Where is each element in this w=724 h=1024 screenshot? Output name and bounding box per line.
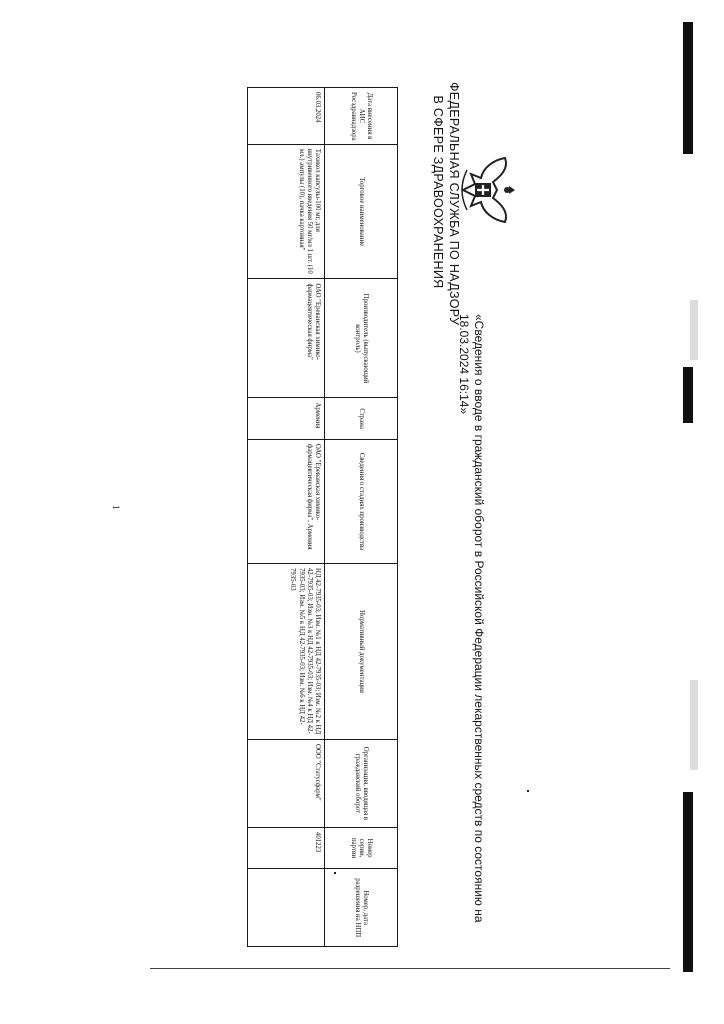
table-cell-regulatory-docs: НД 42-7935-03; Изм. №1 к НД 42-7935-03; Изм. №2 к НД 42-7935-03; Изм. №3 к НД 42-7935-03; Изм. №4 к НД 42-7935-03; Изм. №5 к НД 42-7935-03; Изм. №6 к НД 42-7935-03	[248, 564, 325, 740]
scan-dot	[527, 790, 529, 792]
table-cell-trade-name: Тахикол капсулы-100 мг, для внутривенного введения 50 мг/мл 1 шт. (10 мл.) ампулы (10), пачка картонная"	[248, 144, 325, 279]
table-cell-manufacturer: ОАО "Ереванская химико-фармацевтическая фирма"	[248, 279, 325, 398]
table-cell-batch-number: 401223	[248, 827, 325, 868]
table-cell-production-stages: ОАО "Ереванская химико-фармацевтическая фирма", Армения	[248, 439, 325, 563]
registry-table	[247, 87, 398, 947]
table-cell-date: 06.03.2024	[248, 88, 325, 145]
table-header: Торговое наименование	[325, 144, 398, 279]
table-cell-country: Армения	[248, 398, 325, 439]
table-header: Организация, вводящая в гражданский оборот	[325, 739, 398, 827]
scan-dot	[334, 872, 336, 874]
double-headed-eagle-emblem-icon	[453, 150, 519, 230]
table-header: Производитель (выпускающий контроль)	[325, 279, 398, 398]
scan-bottom-rule	[150, 968, 670, 969]
table-header-row	[325, 88, 398, 947]
table-cell-permit	[248, 869, 325, 947]
agency-name	[430, 82, 462, 326]
table-header: Страна	[325, 398, 398, 439]
table-header: Номер, дата разрешения на НПП	[325, 869, 398, 947]
table-header: Сведения о стадиях производства	[325, 439, 398, 563]
agency-name-line1: ФЕДЕРАЛЬНАЯ СЛУЖБА ПО НАДЗОРУ	[447, 82, 461, 326]
table-header: Номер серии, партии	[325, 827, 398, 868]
table-header: Дата внесения в АИС Росздравнадзора	[325, 88, 398, 145]
page-number: 1	[111, 505, 121, 510]
table-row	[248, 88, 325, 947]
document-title: «Сведения о вводе в гражданский оборот в Российской Федерации лекарственных средств по состоянию на 18.03.2024 16:14»	[457, 314, 486, 923]
agency-name-line2: В СФЕРЕ ЗДРАВООХРАНЕНИЯ	[431, 95, 445, 289]
table-cell-organization: ООО "Статусфарм"	[248, 739, 325, 827]
table-header: Нормативный документация	[325, 564, 398, 740]
